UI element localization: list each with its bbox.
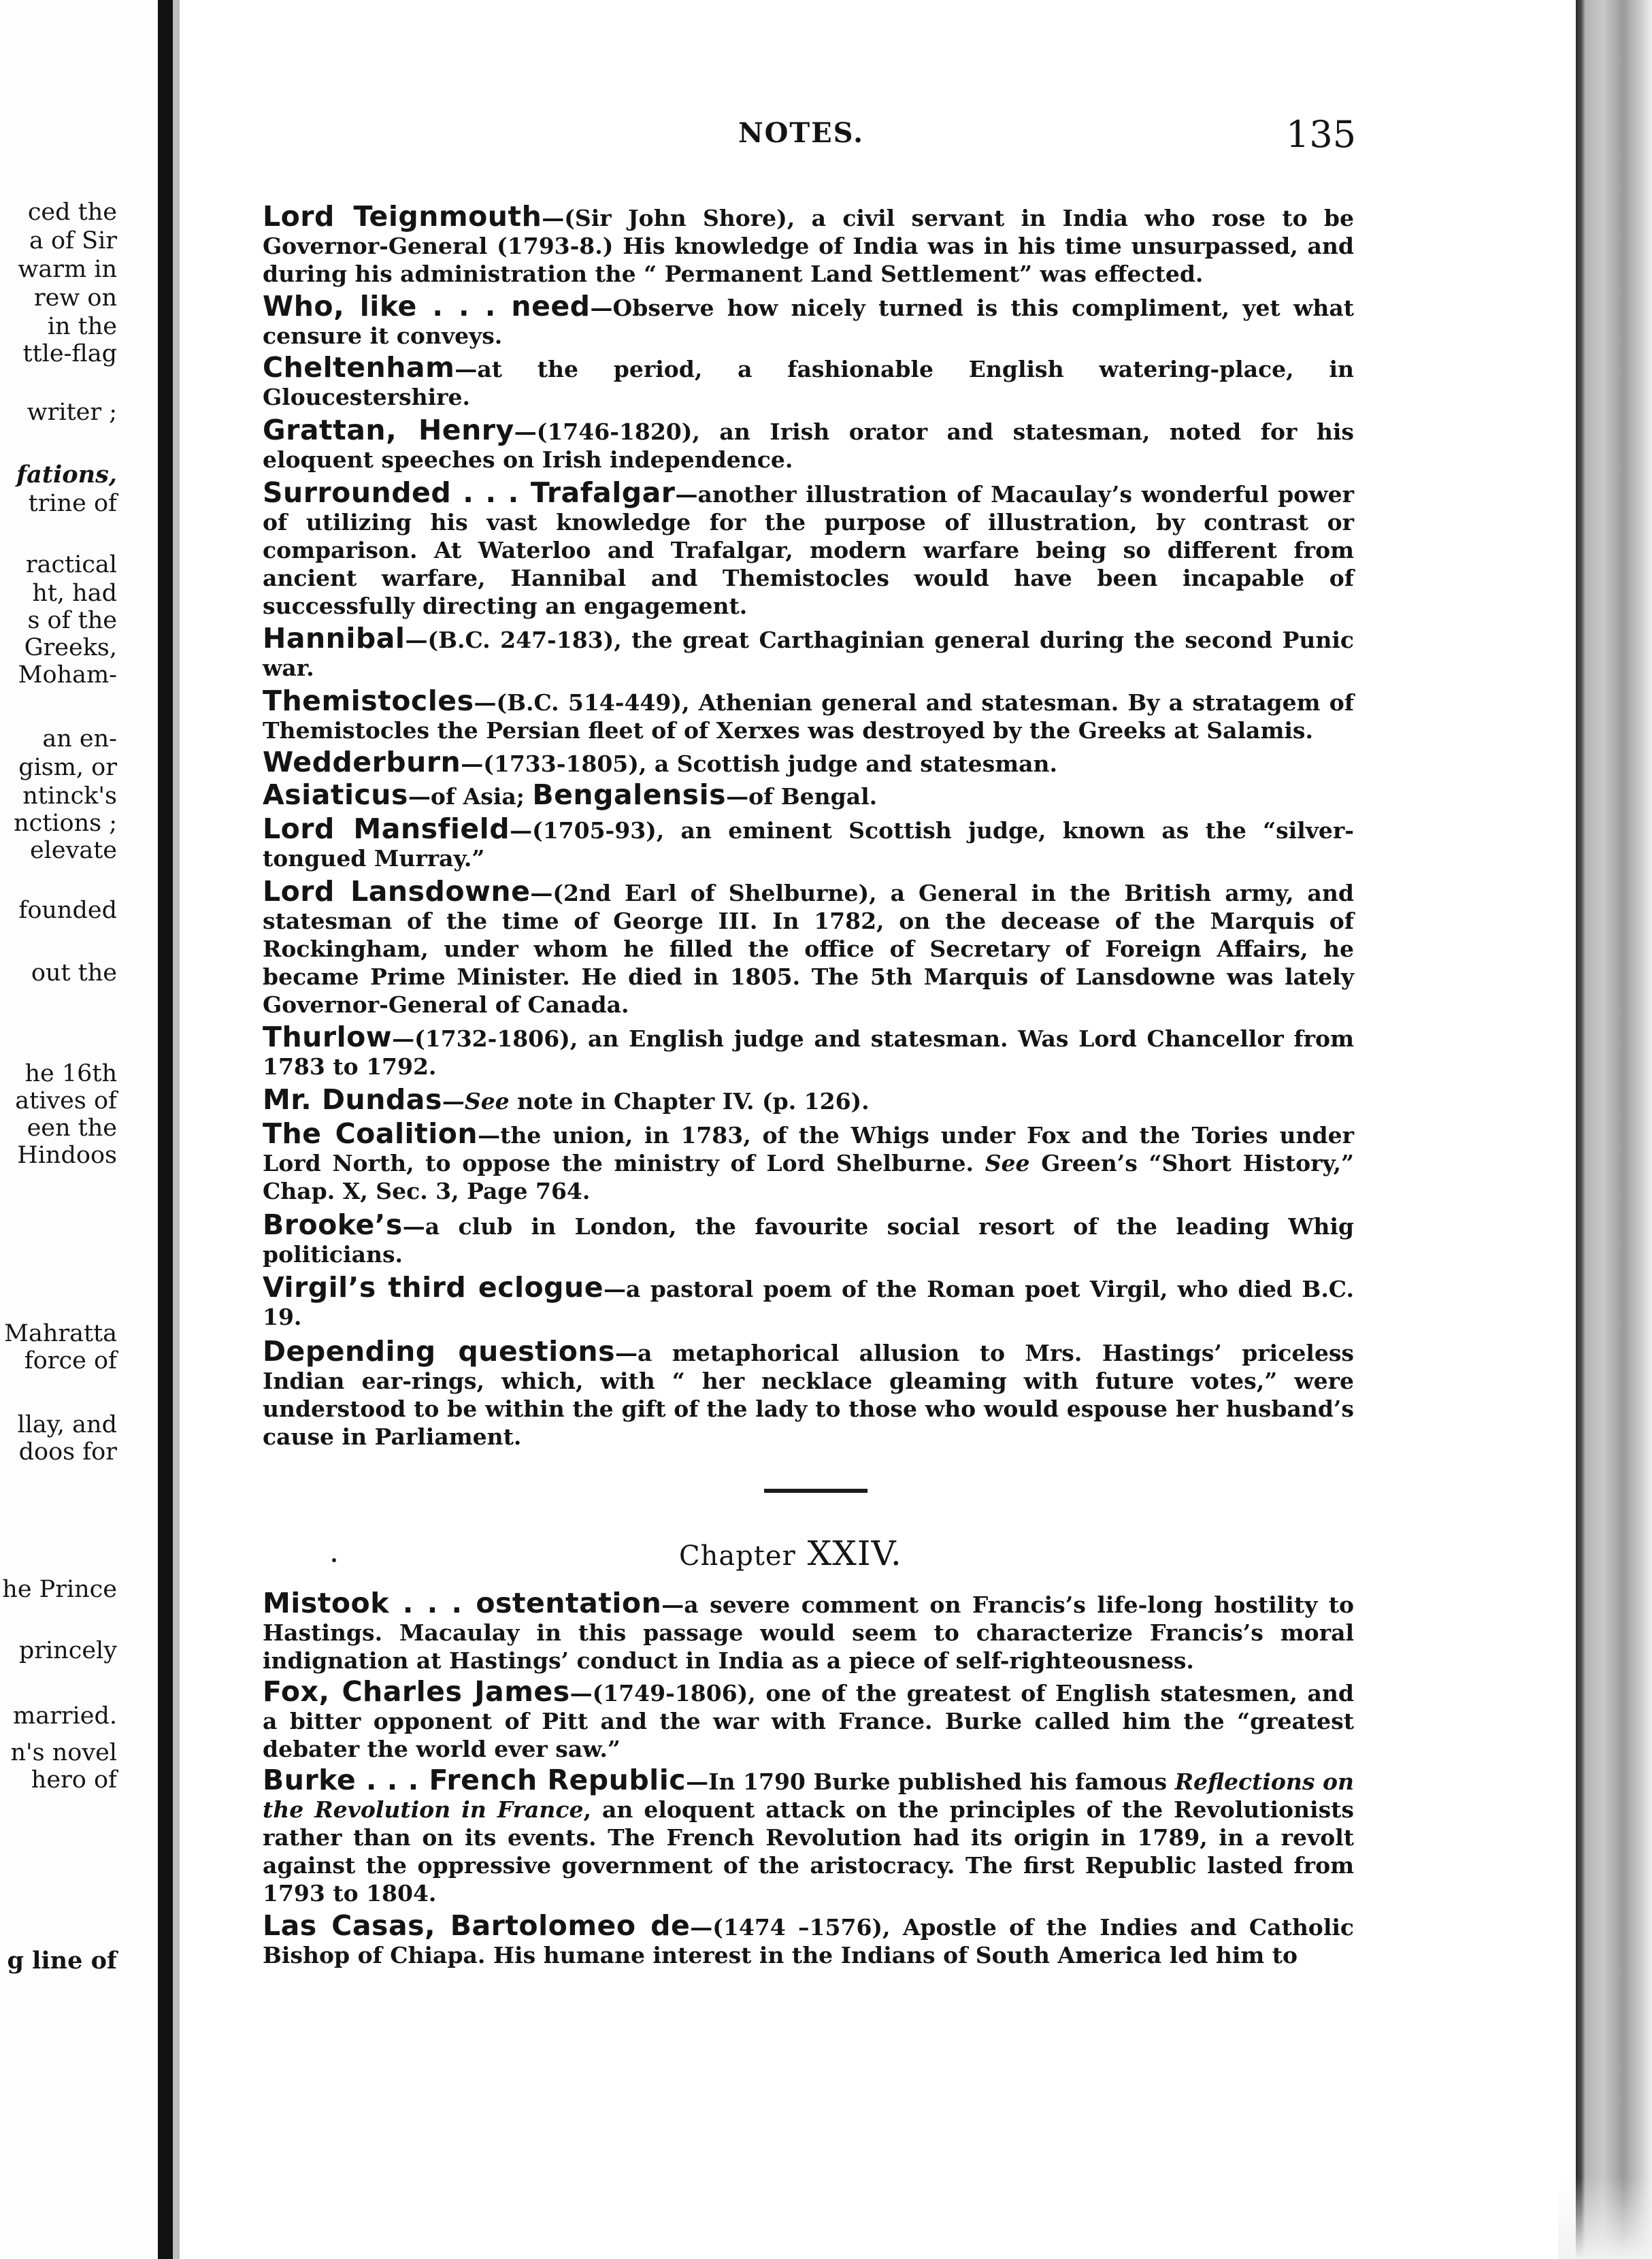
left-page-line: atives of	[15, 1087, 117, 1115]
entry-text-italic: Reflections on the Revolution in France	[263, 1768, 1355, 1823]
note-entry	[238, 1335, 1354, 1451]
entry-text: —the union, in 1783, of the Whigs under Fox and the Tories under Lord North, to oppose the ministry of Lord Shelburne.	[263, 1122, 1354, 1176]
left-page-line: ht, had	[32, 580, 117, 607]
entry-headword: Lord Teignmouth	[263, 200, 542, 233]
left-page-line: elevate	[29, 837, 117, 864]
chapter-heading	[679, 1534, 902, 1573]
note-entry	[238, 687, 1354, 744]
left-page-line: princely	[18, 1637, 117, 1664]
note-entry	[238, 1083, 1354, 1116]
left-page-line: ntinck's	[22, 782, 117, 810]
left-page-line: writer ;	[27, 399, 117, 426]
entry-headword: Asiaticus	[263, 778, 408, 811]
note-entry	[238, 1208, 1354, 1268]
entry-headword: Mistook . . . ostentation	[263, 1587, 662, 1619]
note-entry	[238, 476, 1355, 620]
left-page-line: out the	[31, 959, 117, 987]
left-page-line: founded	[18, 897, 117, 924]
entry-text-italic: See	[985, 1150, 1030, 1176]
entry-text: —(1749-1806), one of the greatest of English statesmen, and a bitter opponent of Pitt and the war with France. Burke called him the “greatest debater the world ever saw.”	[263, 1680, 1354, 1762]
left-page-line: nctions ;	[14, 810, 117, 837]
note-entry	[238, 812, 1354, 872]
entry-text: —a severe comment on Francis’s life-long hostility to Hastings. Macaulay in this passage would seem to characterize Francis’s moral indignation at Hastings’ conduct in India as a piece of self-righteousness.	[263, 1592, 1354, 1674]
entry-headword: Mr. Dundas	[263, 1083, 442, 1116]
entry-headword: Burke . . . French Republic	[263, 1764, 687, 1796]
entry-headword: Cheltenham	[263, 351, 455, 384]
left-page-line: an en-	[42, 725, 117, 753]
note-entry	[238, 416, 1354, 474]
entry-text: —(B.C. 247-183), the great Carthaginian general during the second Punic war.	[263, 627, 1354, 681]
left-page-line: trine of	[28, 490, 117, 517]
left-page-line: he 16th	[24, 1060, 117, 1087]
note-entry	[238, 200, 1355, 288]
left-page-line: n's novel	[10, 1739, 117, 1766]
left-page-line: hero of	[31, 1766, 117, 1794]
entry-text: —at the period, a fashionable English watering-place, in Gloucestershire.	[263, 356, 1354, 410]
entry-text: —(2nd Earl of Shelburne), a General in the British army, and statesman of the time of George III. In 1782, on the decease of the Marquis of Rockingham, under whom he filled the office of Secretary of Foreign Affairs, he became Prime Minister. He died in 1805. The 5th Marquis of Lansdowne was lately Governor-General of Canada.	[263, 880, 1354, 1018]
left-page-line: g line of	[7, 1947, 117, 1975]
left-page-line: llay, and	[17, 1411, 117, 1438]
note-entry	[238, 1117, 1355, 1205]
left-page-line: in the	[47, 313, 117, 340]
note-entry	[238, 1271, 1354, 1331]
left-page-line: warm in	[18, 256, 117, 283]
entry-headword: Las Casas, Bartolomeo de	[263, 1909, 691, 1942]
note-entry	[238, 1909, 1354, 1969]
print-speck	[332, 1558, 336, 1562]
entry-text: —(1746-1820), an Irish orator and statesman, noted for his eloquent speeches on Irish independence.	[263, 418, 1354, 473]
book-fore-edge	[1576, 0, 1652, 2259]
left-page-line: doos for	[18, 1438, 117, 1466]
entry-headword: Brooke’s	[263, 1208, 403, 1241]
entry-headword: Hannibal	[263, 622, 406, 655]
entry-text: Green’s “Short History,” Chap. X, Sec. 3, Page 764.	[263, 1150, 1355, 1204]
entry-text: —a pastoral poem of the Roman poet Virgil, who died B.C. 19.	[263, 1276, 1354, 1330]
entry-headword: Grattan, Henry	[263, 414, 514, 446]
page-number: 135	[1286, 113, 1357, 156]
page-gutter	[158, 0, 173, 2259]
note-entry	[238, 748, 1354, 778]
chapter-word: Chapter	[679, 1540, 796, 1572]
left-page-line: rew on	[33, 284, 117, 312]
left-page-line: force of	[24, 1347, 117, 1374]
entry-headword: Who, like . . . need	[263, 290, 591, 323]
entry-text: —In 1790 Burke published his famous	[686, 1768, 1175, 1795]
note-entry	[238, 1766, 1354, 1907]
note-entry	[238, 875, 1354, 1019]
left-facing-page	[0, 0, 158, 2259]
left-page-line: Mahratta	[4, 1320, 117, 1347]
left-page-line: Hindoos	[17, 1142, 117, 1169]
note-entry	[238, 778, 1354, 811]
entry-headword: Virgil’s third eclogue	[263, 1271, 604, 1304]
left-page-line: ractical	[25, 551, 117, 578]
entry-text: —another illustration of Macaulay’s wonderful power of utilizing his vast knowledge for the purpose of illustration, by contrast or comparison. At Waterloo and Trafalgar, modern warfare being so different from ancient warfare, Hannibal and Themistocles would have been incapable of successfully directing an engagement.	[263, 481, 1355, 619]
entry-text: —(1705-93), an eminent Scottish judge, known as the “silver-tongued Murray.”	[263, 817, 1354, 872]
page-gutter-edge	[173, 0, 180, 2259]
entry-headword: Fox, Charles James	[263, 1675, 570, 1708]
chapter-number: XXIV.	[807, 1534, 902, 1573]
left-page-line: Greeks,	[24, 634, 117, 661]
entry-text: —of Asia;	[408, 783, 533, 810]
entry-text-italic: —See	[442, 1088, 510, 1115]
entry-text: —(Sir John Shore), a civil servant in India who rose to be Governor-General (1793-8.) His knowledge of India was in his time unsurpassed, and during his administration the “ Permanent Land Settlement” was effected.	[263, 205, 1355, 287]
entry-text: —a club in London, the favourite social resort of the leading Whig politicians.	[263, 1213, 1354, 1268]
entry-headword: Wedderburn	[263, 746, 461, 778]
entry-headword: Surrounded . . . Trafalgar	[263, 476, 676, 509]
left-page-line: s of the	[27, 607, 117, 634]
note-entry	[238, 1589, 1354, 1675]
note-entry	[238, 1023, 1354, 1081]
note-entry	[238, 290, 1354, 350]
entry-text: , an eloquent attack on the principles of the Revolutionists rather than on its events. The French Revolution had its origin in 1789, in a revolt against the oppressive government of the aristocracy. The first Republic lasted from 1793 to 1804.	[263, 1796, 1354, 1907]
entry-text: —(1474 –1576), Apostle of the Indies and Catholic Bishop of Chiapa. His humane interest in the Indians of South America led him to	[263, 1914, 1354, 1968]
running-head: NOTES.	[738, 117, 865, 149]
entry-headword: Themistocles	[263, 685, 474, 717]
entry-text: —a metaphorical allusion to Mrs. Hastings’ priceless Indian ear-rings, which, with “ her necklace gleaming with future votes,” were understood to be within the gift of the lady to those who would espouse her husband’s cause in Parliament.	[263, 1340, 1354, 1450]
entry-text: —(1733-1805), a Scottish judge and statesman.	[461, 751, 1058, 777]
left-page-line: ttle-flag	[22, 340, 117, 367]
entry-headword: Depending questions	[263, 1335, 615, 1368]
left-page-line: gism, or	[18, 754, 117, 781]
section-rule	[764, 1489, 868, 1493]
entry-headword: Lord Lansdowne	[263, 875, 531, 908]
left-page-line: een the	[27, 1115, 117, 1142]
entry-text: —(B.C. 514-449), Athenian general and statesman. By a stratagem of Themistocles the Persian fleet of of Xerxes was destroyed by the Greeks at Salamis.	[263, 689, 1354, 744]
left-page-line: married.	[13, 1702, 117, 1730]
left-page-line: ced the	[27, 199, 117, 226]
note-entry	[238, 351, 1354, 411]
note-entry	[238, 1675, 1354, 1763]
left-page-line: Moham-	[18, 661, 117, 689]
entry-headword: The Coalition	[263, 1117, 478, 1150]
entry-text: —Observe how nicely turned is this compliment, yet what censure it conveys.	[263, 295, 1354, 349]
entry-headword: Lord Mansfield	[263, 812, 510, 845]
entry-text: —of Bengal.	[726, 783, 878, 810]
left-page-line: he Prince	[2, 1576, 117, 1603]
entry-text: note in Chapter IV. (p. 126).	[509, 1088, 870, 1115]
entry-headword: Thurlow	[263, 1021, 393, 1053]
left-page-line: fations,	[16, 461, 117, 489]
entry-headword: Bengalensis	[532, 778, 727, 811]
left-page-line: a of Sir	[29, 227, 117, 254]
book-fore-edge-fade	[1558, 2177, 1652, 2259]
entry-text: —(1732-1806), an English judge and statesman. Was Lord Chancellor from 1783 to 1792.	[263, 1025, 1354, 1080]
note-entry	[238, 622, 1354, 682]
